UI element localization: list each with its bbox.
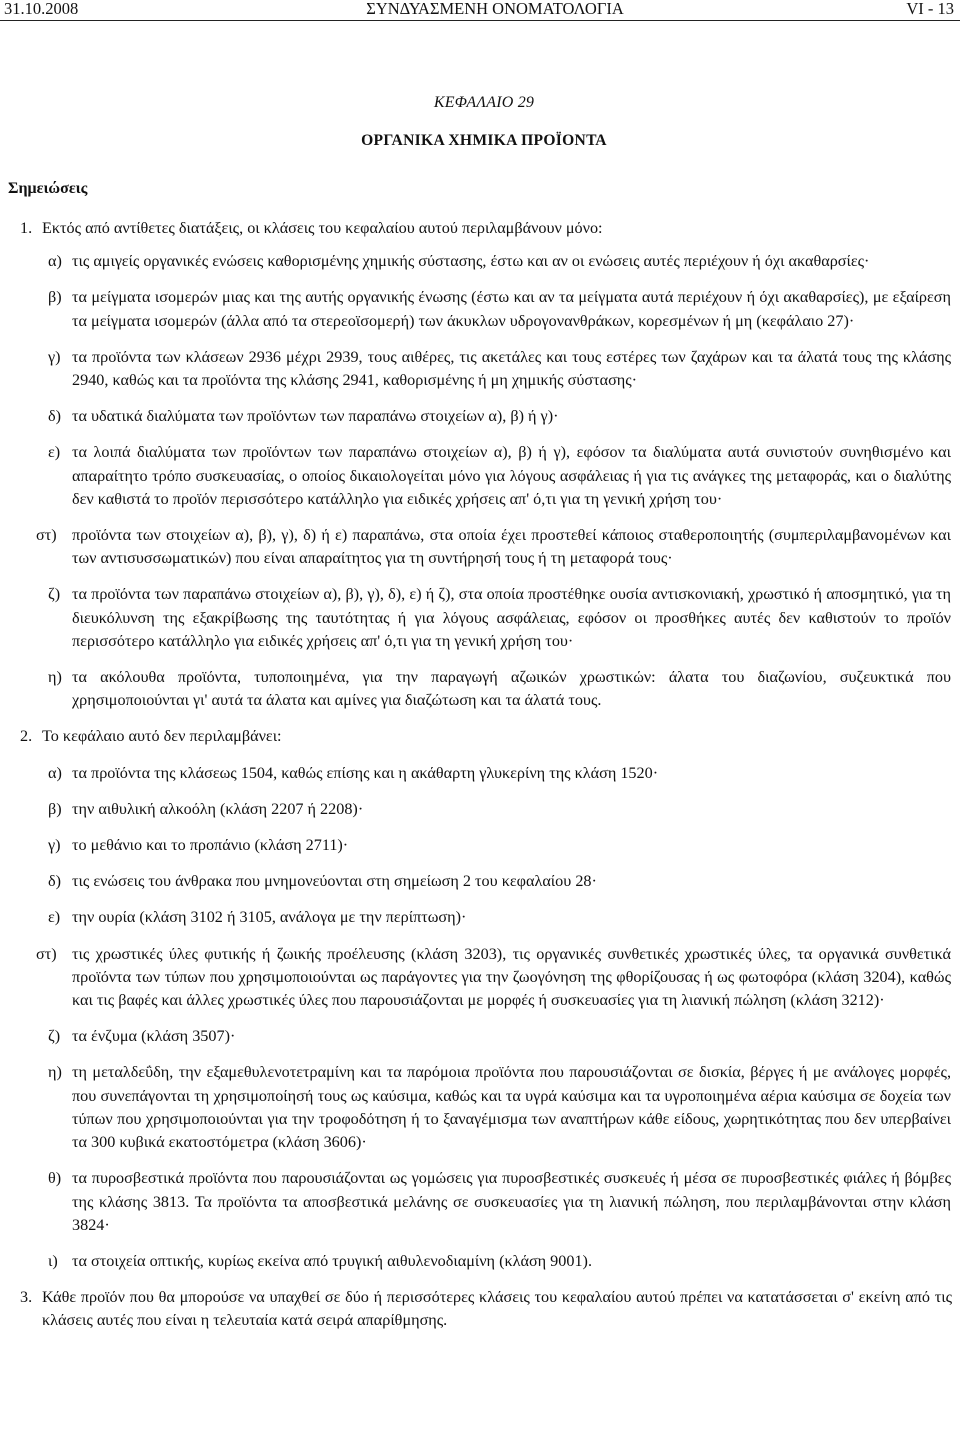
note-1-item-b [0,286,960,332]
note-3 [0,1286,960,1332]
item-label: ζ) [48,585,61,604]
item-text: τα ακόλουθα προϊόντα, τυποποιημένα, για την παραγωγή αζωικών χρωστικών: άλατα του διαζωνίου, συζευκτικά που χρησιμοποιούνται γι' αυτά τα άλατα και αμίνες για διαζώτωση και τα άλατά τους. [72,668,951,710]
item-label: γ) [48,836,61,855]
item-text: τη μεταλδεΰδη, την εξαμεθυλενοτετραμίνη και τα παρόμοια προϊόντα που παρουσιάζονται σε δισκία, βέργες ή με ανάλογες μορφές, που συνεπάγονται τη χρησιμοποίησή τους ως καύσιμα, καθώς και τα υγρά καύσιμα και τα υγροποιημένα αέρια καύσιμα σε δοχεία των τύπων που χρησιμοποιούνται για την τροφοδότηση ή το ξαναγέμισμα των αναπτήρων κάθε είδους, χωρητικότητας που δεν υπερβαίνει τα 300 κυβικά εκατοστόμετρα (κλάση 3606)· [72,1063,951,1152]
notes-body [0,217,960,1333]
note-text: Το κεφάλαιο αυτό δεν περιλαμβάνει: [42,727,282,746]
item-text: τα προϊόντα της κλάσεως 1504, καθώς επίσης και η ακάθαρτη γλυκερίνη της κλάση 1520· [72,763,659,782]
item-text: τα ένζυμα (κλάση 3507)· [72,1027,236,1046]
item-text: τα προϊόντα των παραπάνω στοιχείων α), β), γ), δ), ε) ή ζ), στα οποία προστέθηκε ουσία αντισκονιακή, χρωστικό ή αποσμητικό, για τη διευκόλυνση της εξακρίβωσης της ταυτότητας ή για λόγους ασφάλειας, εφόσον οι προσθήκες αυτές δεν καθιστούν το προϊόν περισσότερο κατάλληλο για ειδικές χρήσεις απ' ό,τι για τη γενική χρήση του· [72,585,951,650]
item-text: τα στοιχεία οπτικής, κυρίως εκείνα από τρυγική αιθυλενοδιαμίνη (κλάση 9001). [72,1251,592,1270]
note-2-item-c [0,834,960,857]
note-2-item-st [0,943,960,1013]
note-text: Κάθε προϊόν που θα μπορούσε να υπαχθεί σε δύο ή περισσότερες κλάσεις του κεφαλαίου αυτού πρέπει να κατατάσσεται σ' εκείνη από τις κλάσεις αυτές που είναι η τελευταία κατά σειρά απαρίθμησης. [42,1288,952,1330]
item-label: ζ) [48,1027,61,1046]
note-1-item-i [0,666,960,712]
note-2-item-i [0,1061,960,1154]
item-text: τα υδατικά διαλύματα των προϊόντων των παραπάνω στοιχείων α), β) ή γ)· [72,407,559,426]
item-label: δ) [48,407,62,426]
note-1-item-e [0,441,960,511]
note-2-item-z [0,1025,960,1048]
item-label: ι) [48,1251,58,1270]
note-1-item-st [0,524,960,570]
note-text: Εκτός από αντίθετες διατάξεις, οι κλάσεις του κεφαλαίου αυτού περιλαμβάνουν μόνο: [42,219,603,237]
item-label: α) [48,763,62,782]
notes-heading: Σημειώσεις [8,180,88,197]
chapter-title: ΟΡΓΑΝΙΚΑ ΧΗΜΙΚΑ ΠΡΟΪΟΝΤΑ [361,132,607,149]
header-page-number: VI - 13 [906,0,954,18]
item-text: τα μείγματα ισομερών μιας και της αυτής οργανικής ένωσης (έστω και αν τα μείγματα αυτά περιέχουν ή όχι ακαθαρσίες), με εξαίρεση τα μείγματα ισομερών (άλλα από τα στερεοϊσομερή) των άκυκλων υδρογονανθράκων, κορεσμένων ή μη (κεφάλαιο 27)· [72,288,951,330]
item-text: τις χρωστικές ύλες φυτικής ή ζωικής προέλευσης (κλάση 3203), τις οργανικές συνθετικές χρωστικές ύλες, τα οργανικά συνθετικά προϊόντα των τύπων που χρησιμοποιούνται ως παράγοντες για την ζωογόνηση της φθορίζουσας ή ως φωτοφόρα (κλάση 3204), καθώς και τις βαφές και άλλες χρωστικές ύλες που παρουσιάζονται με μορφές ή συσκευασίες για τη λιανική πώληση (κλάση 3212)· [72,944,951,1010]
item-label: θ) [48,1169,62,1188]
header-date: 31.10.2008 [4,0,79,18]
item-text: τα πυροσβεστικά προϊόντα που παρουσιάζονται ως γομώσεις για πυροσβεστικές συσκευές ή μέσα σε πυροσβεστικές φιάλες ή βόμβες της κλάσης 3813. Τα προϊόντα τα αποσβεστικά μελάνης σε συσκευασίες για τη λιανική πώληση, που περιλαμβάνονται στην κλάση 3824· [72,1169,951,1234]
item-label: ε) [48,443,61,462]
note-2-item-d [0,870,960,893]
page-header [0,0,960,22]
note-2-intro [0,725,960,748]
note-number: 2. [20,727,33,746]
item-text: τις αμιγείς οργανικές ενώσεις καθορισμένης χημικής σύστασης, έστω και αν οι ενώσεις αυτές περιέχουν ή όχι ακαθαρσίες· [72,252,870,271]
item-label: η) [48,668,62,687]
note-1-item-z [0,583,960,653]
item-label: η) [48,1063,62,1082]
header-title: ΣΥΝΔΥΑΣΜΕΝΗ ΟΝΟΜΑΤΟΛΟΓΙΑ [366,0,624,18]
note-1-intro [0,217,960,240]
chapter-number: ΚΕΦΑΛΑΙΟ 29 [433,94,535,111]
note-number: 1. [20,219,33,237]
item-text: την αιθυλική αλκοόλη (κλάση 2207 ή 2208)· [72,799,364,818]
item-text: τα λοιπά διαλύματα των προϊόντων των παραπάνω στοιχείων α), β) ή γ), εφόσον τα διαλύματα αυτά συνιστούν συνηθισμένο και απαραίτητο τρόπο συσκευασίας, ο οποίος δικαιολογείται μόνο για λόγους ασφάλειας ή για τις ανάγκες της μεταφοράς, και ο διαλύτης δεν καθιστά το προϊόν περισσότερο κατάλληλο για ειδικές χρήσεις απ' ό,τι για τη γενική χρήση του· [72,443,951,508]
item-label: γ) [48,347,61,366]
item-label: α) [48,252,62,271]
note-2-item-th [0,1167,960,1237]
item-label: β) [48,288,62,307]
note-2-item-e [0,906,960,929]
note-1-item-a [0,250,960,273]
note-2-item-iota [0,1250,960,1273]
header-rule [0,20,960,21]
note-2-item-b [0,798,960,821]
item-text: την ουρία (κλάση 3102 ή 3105, ανάλογα με την περίπτωση)· [72,908,467,927]
item-text: το μεθάνιο και το προπάνιο (κλάση 2711)· [72,836,349,855]
item-label: ε) [48,908,61,927]
item-label: β) [48,799,62,818]
item-text: προϊόντα των στοιχείων α), β), γ), δ) ή ε) παραπάνω, στα οποία έχει προστεθεί κάποιος σταθεροποιητής (συμπεριλαμβανομένων και των αντισυσσωματικών) που είναι απαραίτητος για τη συντήρησή τους ή τη μεταφορά τους· [72,526,951,568]
note-number: 3. [20,1288,33,1307]
item-label: στ) [36,944,57,963]
item-label: στ) [36,526,57,545]
item-label: δ) [48,872,62,891]
item-text: τις ενώσεις του άνθρακα που μνημονεύονται στη σημείωση 2 του κεφαλαίου 28· [72,872,597,891]
note-1-item-d [0,405,960,428]
note-1-item-c [0,346,960,392]
item-text: τα προϊόντα των κλάσεων 2936 μέχρι 2939, τους αιθέρες, τις ακετάλες και τους εστέρες των ζαχάρων και τα άλατά τους της κλάσης 2940, καθώς και τα προϊόντα της κλάσης 2941, καθορισμένης ή μη χημικής σύστασης· [72,347,951,390]
note-2-item-a [0,762,960,785]
